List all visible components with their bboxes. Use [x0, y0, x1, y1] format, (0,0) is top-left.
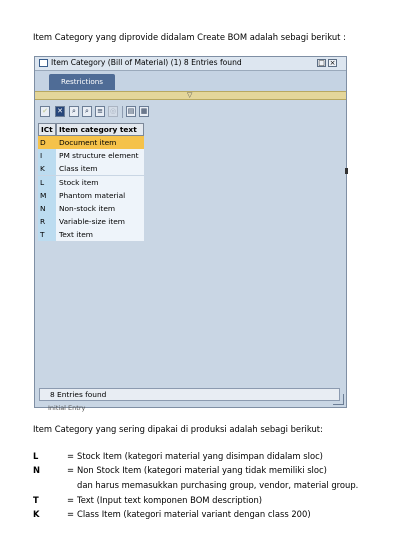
row-code[interactable]: L	[38, 176, 56, 189]
column-header-ict[interactable]: ICt	[38, 123, 56, 136]
definition-key: N	[33, 465, 41, 475]
chevron-down-icon[interactable]: ▽	[187, 91, 193, 99]
toolbar-separator	[122, 106, 123, 118]
table-row[interactable]	[38, 228, 144, 241]
row-text[interactable]: Phantom material	[56, 189, 144, 202]
table-row[interactable]	[38, 189, 144, 202]
row-code[interactable]: N	[38, 202, 56, 215]
definition-key: L	[33, 451, 39, 461]
table-row[interactable]	[38, 215, 144, 228]
table-row[interactable]	[38, 149, 144, 162]
print-icon[interactable]: ▤	[127, 107, 135, 115]
row-code[interactable]: I	[38, 149, 56, 162]
dialog-title-bar[interactable]	[35, 57, 346, 71]
table-row[interactable]	[38, 176, 144, 189]
definition-text: Non Stock Item (kategori material yang tidak memiliki sloc)	[77, 465, 327, 475]
background-fields: Initial Entry	[48, 404, 86, 412]
tab-strip	[35, 71, 346, 91]
definition-text: dan harus memasukkan purchasing group, vendor, material group.	[77, 480, 359, 490]
item-category-dialog	[34, 56, 347, 408]
definition-equals: =	[67, 495, 75, 505]
status-bar: 8 Entries found	[39, 388, 340, 401]
row-code[interactable]: D	[38, 136, 56, 149]
close-button[interactable]: ×	[329, 59, 336, 67]
dialog-toolbar	[35, 104, 346, 120]
restore-button[interactable]: □	[318, 59, 325, 67]
definition-text: Stock Item (kategori material yang disimpan didalam sloc)	[77, 451, 323, 461]
row-text[interactable]: Variable-size item	[56, 215, 144, 228]
dialog-title: Item Category (Bill of Material) (1) 8 Entries found	[51, 58, 242, 67]
window-edge-mark	[345, 168, 348, 174]
restriction-toggle-bar[interactable]	[35, 91, 346, 100]
intro-text: Item Category yang diprovide didalam Create BOM adalah sebagi berikut :	[33, 32, 346, 42]
find-next-icon[interactable]: ⌕	[82, 106, 92, 117]
definition-equals: =	[67, 451, 75, 461]
window-icon	[39, 59, 48, 67]
definition-key: K	[33, 509, 40, 519]
column-header-text[interactable]: Item category text	[56, 123, 144, 136]
row-text[interactable]: PM structure element	[56, 149, 144, 162]
list-icon[interactable]: ▦	[140, 107, 148, 115]
sort-icon[interactable]: ≡	[95, 106, 105, 117]
row-code[interactable]: R	[38, 215, 56, 228]
row-code[interactable]: K	[38, 162, 56, 175]
definition-text: Text (Input text komponen BOM description)	[77, 495, 263, 505]
row-text[interactable]: Non-stock item	[56, 202, 144, 215]
resize-grip-icon[interactable]	[333, 394, 344, 405]
row-text[interactable]: Text item	[56, 228, 144, 241]
row-text[interactable]: Stock item	[56, 176, 144, 189]
cancel-icon[interactable]: ✕	[55, 106, 65, 117]
definition-key: T	[33, 495, 39, 505]
subheading: Item Category yang sering dipakai di produksi adalah sebagi berikut:	[33, 424, 323, 434]
tab-restrictions[interactable]: Restrictions	[49, 74, 115, 90]
table-row[interactable]	[38, 162, 144, 175]
row-code[interactable]: T	[38, 228, 56, 241]
definition-equals: =	[67, 509, 75, 519]
table-row[interactable]	[38, 136, 144, 149]
information-icon[interactable]: ◎	[109, 107, 117, 115]
definition-text: Class Item (kategori material variant dengan class 200)	[77, 509, 311, 519]
find-icon[interactable]: ⌕	[69, 106, 79, 117]
definition-equals: =	[67, 465, 75, 475]
row-text[interactable]: Document item	[56, 136, 144, 149]
row-code[interactable]: M	[38, 189, 56, 202]
row-text[interactable]: Class item	[56, 162, 144, 175]
table-row[interactable]	[38, 202, 144, 215]
check-icon[interactable]: ✔	[40, 106, 50, 117]
